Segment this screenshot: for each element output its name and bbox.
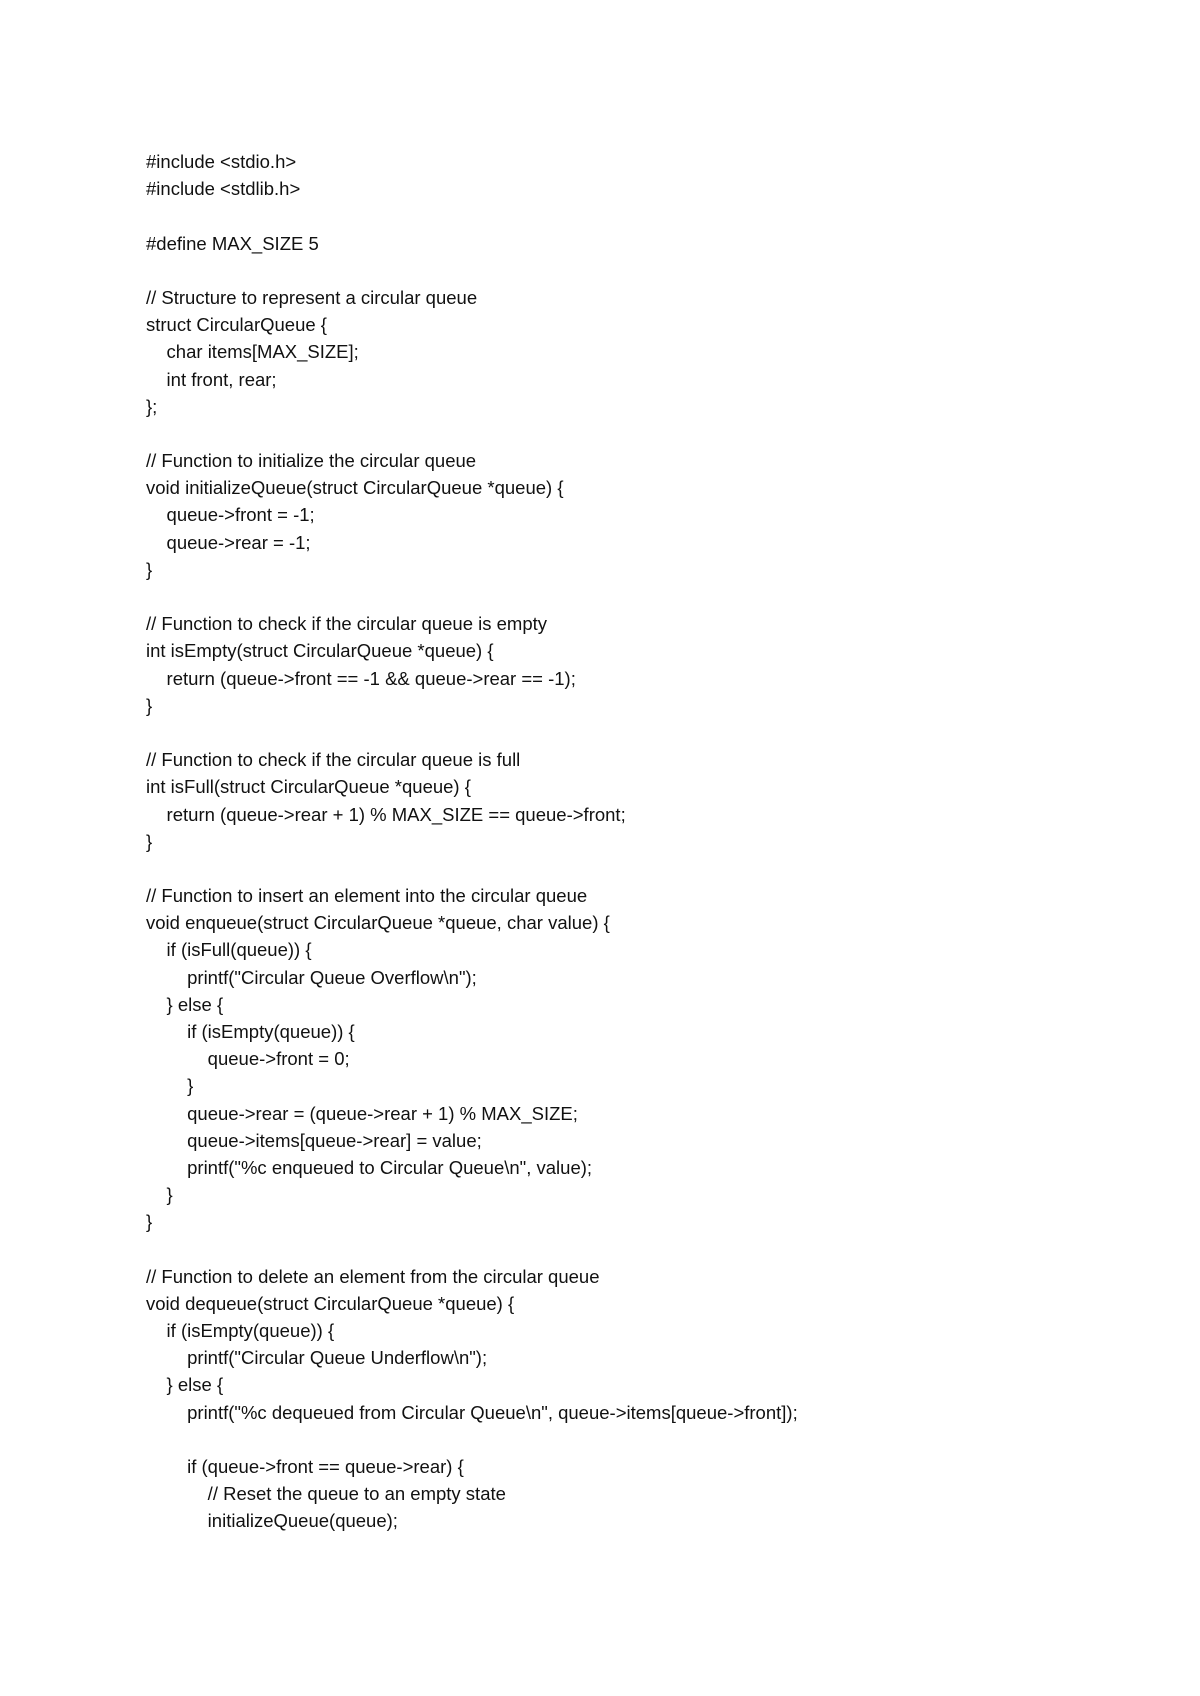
code-line: } [146, 694, 153, 716]
code-line: // Function to insert an element into the circular queue [146, 885, 588, 907]
code-line: #include <stdlib.h> [146, 178, 301, 200]
code-line: } [146, 558, 153, 580]
blank-line [146, 719, 798, 746]
blank-line [146, 257, 798, 284]
code-line: queue->rear = (queue->rear + 1) % MAX_SIZE; [146, 1102, 578, 1124]
code-line: printf("%c enqueued to Circular Queue\n", value); [146, 1156, 593, 1178]
code-line: queue->items[queue->rear] = value; [146, 1129, 482, 1151]
code-line: queue->rear = -1; [146, 531, 311, 553]
code-line: queue->front = -1; [146, 504, 315, 526]
code-line: printf("Circular Queue Underflow\n"); [146, 1347, 488, 1369]
code-line: if (isEmpty(queue)) { [146, 1021, 355, 1042]
code-line: if (isEmpty(queue)) { [146, 1320, 335, 1342]
code-line: return (queue->front == -1 && queue->rear == -1); [146, 667, 576, 689]
code-line: } [146, 1184, 173, 1206]
blank-line [146, 855, 798, 882]
code-line: if (queue->front == queue->rear) { [146, 1456, 464, 1477]
code-line: // Structure to represent a circular queue [146, 286, 478, 308]
code-line: if (isFull(queue)) { [146, 939, 312, 961]
blank-line [146, 420, 798, 447]
code-line: // Function to check if the circular queue is empty [146, 613, 548, 635]
code-line: printf("Circular Queue Overflow\n"); [146, 966, 477, 988]
code-line: int isFull(struct CircularQueue *queue) { [146, 776, 471, 798]
code-line: // Reset the queue to an empty state [146, 1483, 506, 1505]
code-line: queue->front = 0; [146, 1048, 350, 1070]
code-line: } else { [146, 993, 224, 1015]
code-line: initializeQueue(queue); [146, 1510, 398, 1532]
code-line: // Function to check if the circular queue is full [146, 749, 521, 771]
blank-line [146, 583, 798, 610]
code-line: printf("%c dequeued from Circular Queue\n", queue->items[queue->front]); [146, 1401, 798, 1423]
blank-line [146, 202, 798, 229]
code-listing [146, 148, 798, 1535]
code-line: struct CircularQueue { [146, 314, 327, 336]
code-line: } [146, 1075, 194, 1097]
code-line: // Function to delete an element from the circular queue [146, 1265, 600, 1287]
code-line: int isEmpty(struct CircularQueue *queue) { [146, 640, 494, 662]
code-line: void initializeQueue(struct CircularQueue *queue) { [146, 477, 564, 499]
code-line: return (queue->rear + 1) % MAX_SIZE == queue->front; [146, 803, 626, 825]
code-line: // Function to initialize the circular queue [146, 450, 477, 472]
code-line: } [146, 1211, 153, 1233]
code-line: int front, rear; [146, 368, 277, 390]
code-line: char items[MAX_SIZE]; [146, 341, 359, 363]
code-line: }; [146, 395, 158, 417]
blank-line [146, 1236, 798, 1263]
blank-line [146, 1426, 798, 1453]
code-line: } else { [146, 1374, 224, 1396]
code-line: #include <stdio.h> [146, 151, 297, 172]
code-line: void enqueue(struct CircularQueue *queue, char value) { [146, 912, 610, 934]
code-line: } [146, 830, 153, 852]
code-line: #define MAX_SIZE 5 [146, 232, 319, 254]
code-line: void dequeue(struct CircularQueue *queue) { [146, 1292, 515, 1314]
